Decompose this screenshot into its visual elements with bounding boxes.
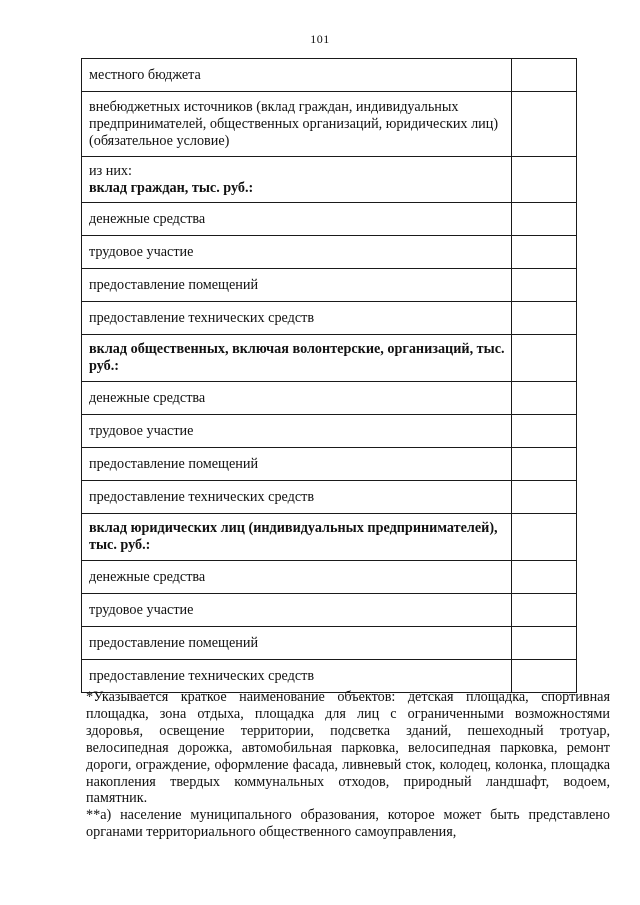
footnote-population: **а) население муниципального образования, которое может быть представлено органами территориального общественного самоуправления, (86, 807, 610, 841)
table-row (82, 92, 577, 157)
row-label-labor: трудовое участие (82, 236, 512, 269)
row-value-cell (512, 92, 577, 157)
table-row (82, 415, 577, 448)
row-label-technical-means: предоставление технических средств (82, 302, 512, 335)
table-row (82, 382, 577, 415)
row-label-money: денежные средства (82, 382, 512, 415)
row-label-labor: трудовое участие (82, 594, 512, 627)
row-label-local-budget: местного бюджета (82, 59, 512, 92)
table-row (82, 157, 577, 203)
row-value-cell (512, 514, 577, 561)
table-row (82, 448, 577, 481)
row-value-cell (512, 203, 577, 236)
table-row (82, 561, 577, 594)
table-row (82, 59, 577, 92)
footnotes (86, 689, 610, 841)
row-value-cell (512, 236, 577, 269)
row-label-premises: предоставление помещений (82, 627, 512, 660)
row-value-cell (512, 660, 577, 693)
row-value-cell (512, 335, 577, 382)
table-row (82, 269, 577, 302)
row-heading-citizens: вклад граждан, тыс. руб.: (89, 179, 254, 196)
row-label-premises: предоставление помещений (82, 448, 512, 481)
table-row (82, 627, 577, 660)
row-heading-public-organizations: вклад общественных, включая волонтерские, организаций, тыс. руб.: (82, 335, 512, 382)
table-row (82, 660, 577, 693)
row-value-cell (512, 594, 577, 627)
row-label-premises: предоставление помещений (82, 269, 512, 302)
row-heading-legal-entities: вклад юридических лиц (индивидуальных предпринимателей), тыс. руб.: (82, 514, 512, 561)
table-row (82, 514, 577, 561)
row-value-cell (512, 448, 577, 481)
table-row (82, 335, 577, 382)
row-prefix: из них: (89, 162, 132, 179)
row-value-cell (512, 59, 577, 92)
table-row (82, 481, 577, 514)
page-number: 101 (310, 32, 330, 46)
row-label-money: денежные средства (82, 203, 512, 236)
row-label-citizens-contribution (82, 157, 512, 203)
row-label-money: денежные средства (82, 561, 512, 594)
row-label-technical-means: предоставление технических средств (82, 660, 512, 693)
table-row (82, 203, 577, 236)
funding-sources-table (81, 58, 577, 693)
row-value-cell (512, 382, 577, 415)
row-value-cell (512, 561, 577, 594)
row-label-technical-means: предоставление технических средств (82, 481, 512, 514)
row-value-cell (512, 157, 577, 203)
table-row (82, 302, 577, 335)
row-label-extrabudgetary-sources: внебюджетных источников (вклад граждан, индивидуальных предпринимателей, общественных организаций, юридических лиц) (обязательное условие) (82, 92, 512, 157)
row-value-cell (512, 302, 577, 335)
row-value-cell (512, 627, 577, 660)
row-value-cell (512, 415, 577, 448)
table-row (82, 594, 577, 627)
row-label-labor: трудовое участие (82, 415, 512, 448)
row-value-cell (512, 481, 577, 514)
row-value-cell (512, 269, 577, 302)
table-row (82, 236, 577, 269)
footnote-objects: *Указывается краткое наименование объектов: детская площадка, спортивная площадка, зона отдыха, площадка для лиц с ограниченными возможностями здоровья, освещение территории, подсветка зданий, пешеходный тротуар, велосипедная дорожка, автомобильная парковка, велосипедная парковка, ремонт дороги, ограждение, оформление фасада, ливневый сток, колодец, колонка, площадка накопления твердых коммунальных отходов, природный ландшафт, водоем, памятник. (86, 689, 610, 807)
